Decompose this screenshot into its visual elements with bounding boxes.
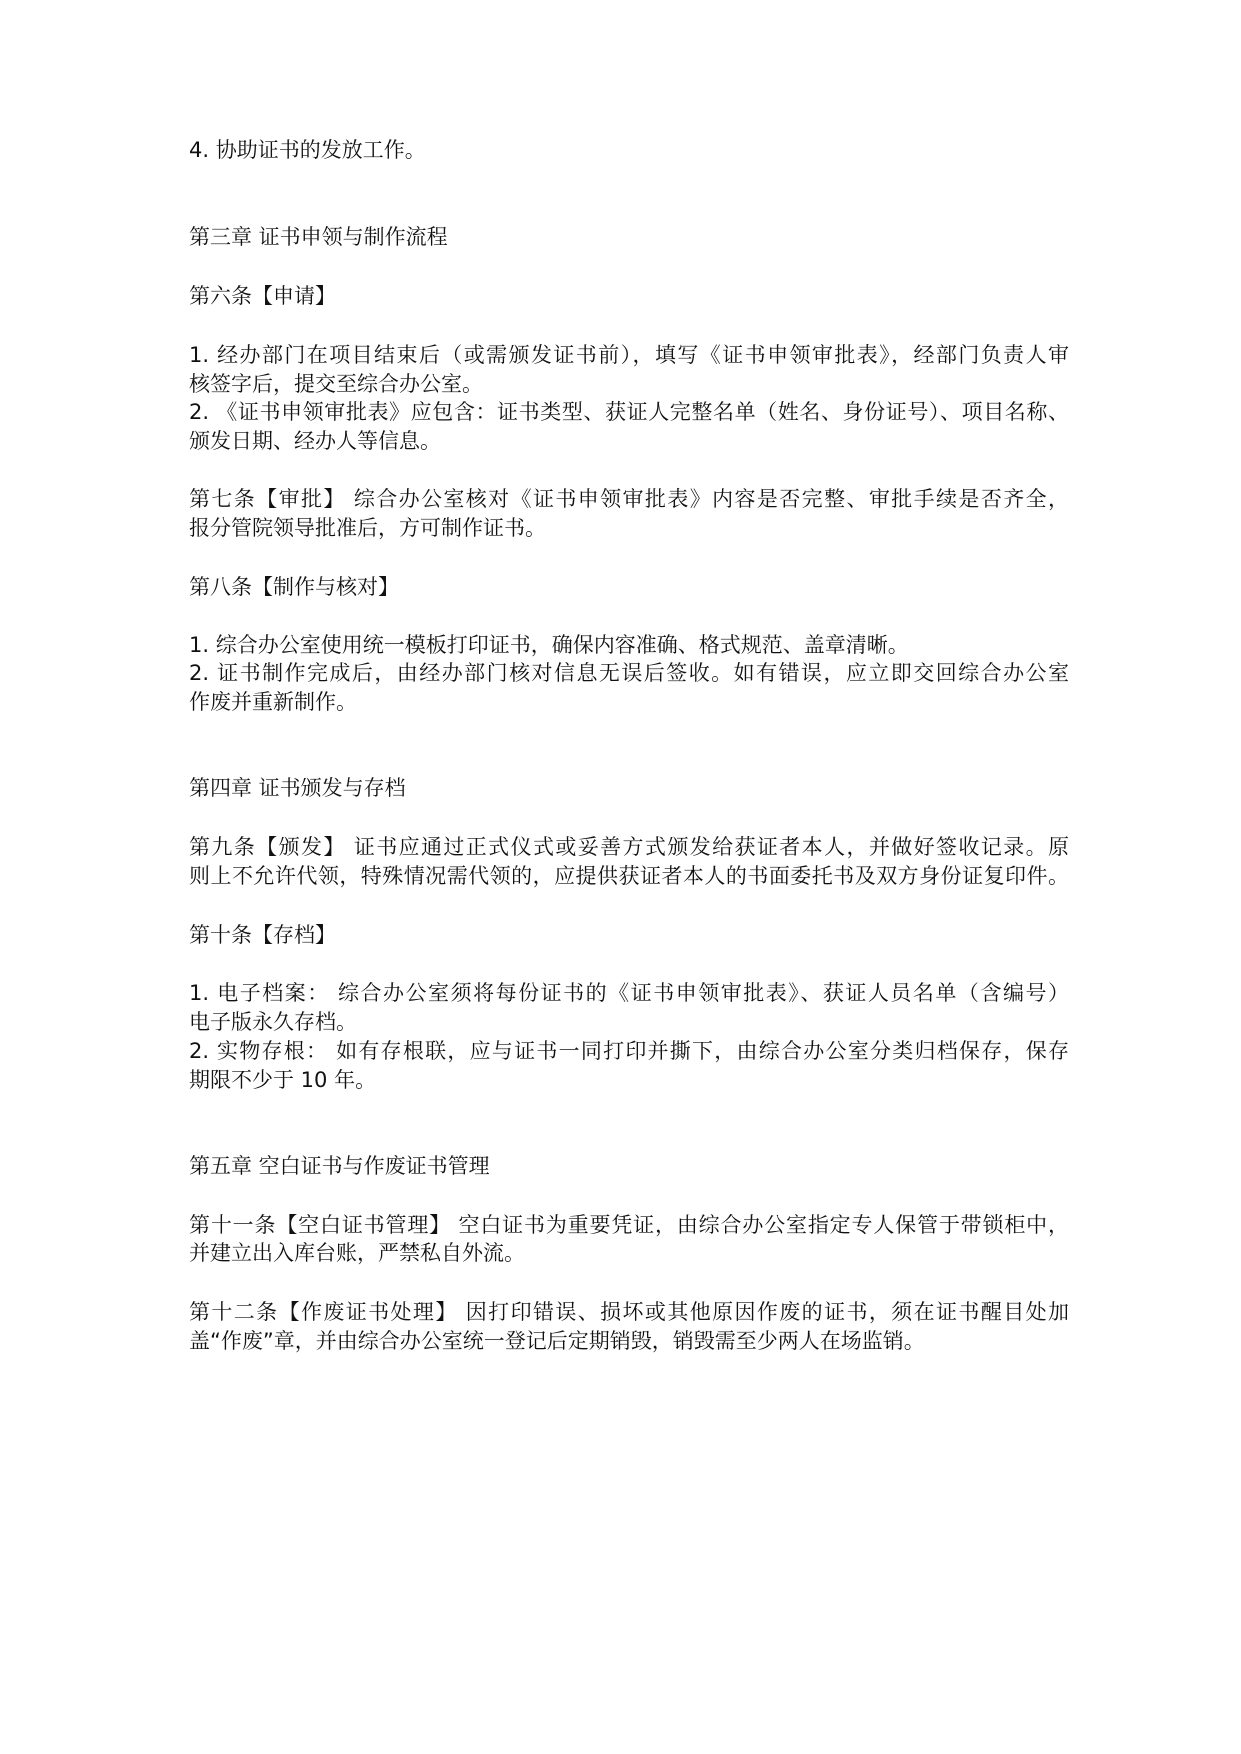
article-10-heading: 第十条【存档】 bbox=[189, 923, 336, 947]
article-10-item-2-line-1: 2. 实物存根： 如有存根联，应与证书一同打印并撕下，由综合办公室分类归档保存，保存 bbox=[189, 1039, 1069, 1063]
article-11-line-1: 第十一条【空白证书管理】 空白证书为重要凭证，由综合办公室指定专人保管于带锁柜中， bbox=[189, 1213, 1069, 1237]
article-9-line-1: 第九条【颁发】 证书应通过正式仪式或妥善方式颁发给获证者本人，并做好签收记录。原 bbox=[189, 835, 1069, 859]
article-8-item-2-line-1: 2. 证书制作完成后，由经办部门核对信息无误后签收。如有错误，应立即交回综合办公室 bbox=[189, 661, 1069, 685]
article-12-line-2: 盖“作废”章，并由综合办公室统一登记后定期销毁，销毁需至少两人在场监销。 bbox=[189, 1329, 925, 1353]
article-6-heading: 第六条【申请】 bbox=[189, 284, 336, 308]
article-8-item-1: 1. 综合办公室使用统一模板打印证书，确保内容准确、格式规范、盖章清晰。 bbox=[189, 633, 909, 657]
article-11-line-2: 并建立出入库台账，严禁私自外流。 bbox=[189, 1241, 525, 1265]
article-6-item-2-line-2: 颁发日期、经办人等信息。 bbox=[189, 429, 441, 453]
chapter-5-title: 第五章 空白证书与作废证书管理 bbox=[189, 1154, 490, 1178]
article-8-heading: 第八条【制作与核对】 bbox=[189, 575, 399, 599]
article-10-item-1-line-2: 电子版永久存档。 bbox=[189, 1010, 357, 1034]
article-7-line-2: 报分管院领导批准后，方可制作证书。 bbox=[189, 516, 546, 540]
chapter-3-title: 第三章 证书申领与制作流程 bbox=[189, 225, 448, 249]
article-10-item-2-line-2: 期限不少于 10 年。 bbox=[189, 1068, 377, 1092]
article-6-item-1-line-1: 1. 经办部门在项目结束后（或需颁发证书前），填写《证书申领审批表》，经部门负责人审 bbox=[189, 343, 1069, 367]
chapter-4-title: 第四章 证书颁发与存档 bbox=[189, 776, 406, 800]
article-6-item-1-line-2: 核签字后，提交至综合办公室。 bbox=[189, 372, 483, 396]
list-item-4: 4. 协助证书的发放工作。 bbox=[189, 138, 426, 162]
article-10-item-1-line-1: 1. 电子档案： 综合办公室须将每份证书的《证书申领审批表》、获证人员名单（含编号） bbox=[189, 981, 1069, 1005]
article-8-item-2-line-2: 作废并重新制作。 bbox=[189, 690, 357, 714]
article-6-item-2-line-1: 2. 《证书申领审批表》应包含：证书类型、获证人完整名单（姓名、身份证号）、项目名称、 bbox=[189, 400, 1069, 424]
article-9-line-2: 则上不允许代领，特殊情况需代领的，应提供获证者本人的书面委托书及双方身份证复印件。 bbox=[189, 864, 1069, 888]
article-7-line-1: 第七条【审批】 综合办公室核对《证书申领审批表》内容是否完整、审批手续是否齐全， bbox=[189, 487, 1069, 511]
article-12-line-1: 第十二条【作废证书处理】 因打印错误、损坏或其他原因作废的证书，须在证书醒目处加 bbox=[189, 1300, 1069, 1324]
